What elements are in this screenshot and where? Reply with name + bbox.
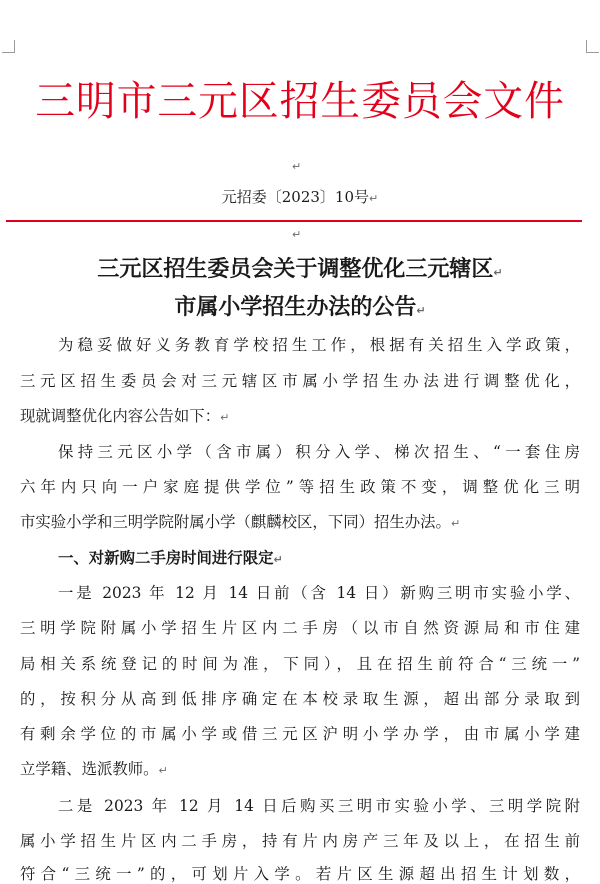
body-line: 六年内只向一户家庭提供学位”等招生政策不变，调整优化三明 (20, 478, 580, 496)
body-line: 立学籍、选派教师。↵ (20, 760, 168, 778)
document-header-title: 三明市三元区招生委员会文件 (35, 77, 565, 125)
body-line: 三明学院附属小学招生片区内二手房（以市自然资源局和市住建 (20, 619, 580, 637)
paragraph-mark: ↵ (450, 517, 461, 530)
section-heading: 一、对新购二手房时间进行限定↵ (58, 549, 283, 567)
paragraph-mark: ↵ (220, 411, 230, 424)
announcement-title-line-2: 市属小学招生办法的公告↵ (174, 295, 426, 320)
body-line: 现就调整优化内容公告如下：↵ (20, 407, 230, 425)
body-line: 市实验小学和三明学院附属小学（麒麟校区，下同）招生办法。↵ (20, 513, 461, 531)
body-line: 符合“三统一”的，可划片入学。若片区生源超出招生计划数， (20, 865, 580, 883)
crop-mark-top-left (2, 40, 15, 53)
paragraph-mark: ↵ (273, 553, 283, 566)
body-line: 有剩余学位的市属小学或借三元区沪明小学办学，由市属小学建 (20, 725, 580, 743)
body-line: 一是 2023 年 12 月 14 日前（含 14 日）新购三明市实验小学、 (58, 584, 580, 602)
paragraph-mark: ↵ (416, 304, 426, 317)
body-line: 保持三元区小学（含市属）积分入学、梯次招生、“一套住房 (58, 443, 580, 461)
paragraph-mark: ↵ (493, 266, 503, 279)
paragraph-mark: ↵ (292, 160, 302, 173)
body-line: 二是 2023 年 12 月 14 日后购买三明市实验小学、三明学院附 (58, 797, 580, 815)
crop-mark-top-right (586, 40, 599, 53)
paragraph-mark: ↵ (158, 764, 168, 777)
body-line: 的，按积分从高到低排序确定在本校录取生源，超出部分录取到 (20, 690, 580, 708)
paragraph-mark: ↵ (292, 228, 302, 241)
body-line: 为稳妥做好义务教育学校招生工作，根据有关招生入学政策， (58, 336, 580, 354)
body-line: 属小学招生片区内二手房，持有片内房产三年及以上，在招生前 (20, 832, 580, 850)
document-number-text: 元招委〔2023〕10号 (221, 188, 370, 206)
body-line: 三元区招生委员会对三元辖区市属小学招生办法进行调整优化， (20, 372, 580, 390)
red-separator-line (6, 220, 582, 222)
body-line: 局相关系统登记的时间为准，下同），且在招生前符合“三统一” (20, 655, 580, 673)
document-number (0, 186, 600, 207)
announcement-title-line-1: 三元区招生委员会关于调整优化三元辖区↵ (97, 257, 503, 282)
paragraph-mark: ↵ (369, 192, 379, 205)
